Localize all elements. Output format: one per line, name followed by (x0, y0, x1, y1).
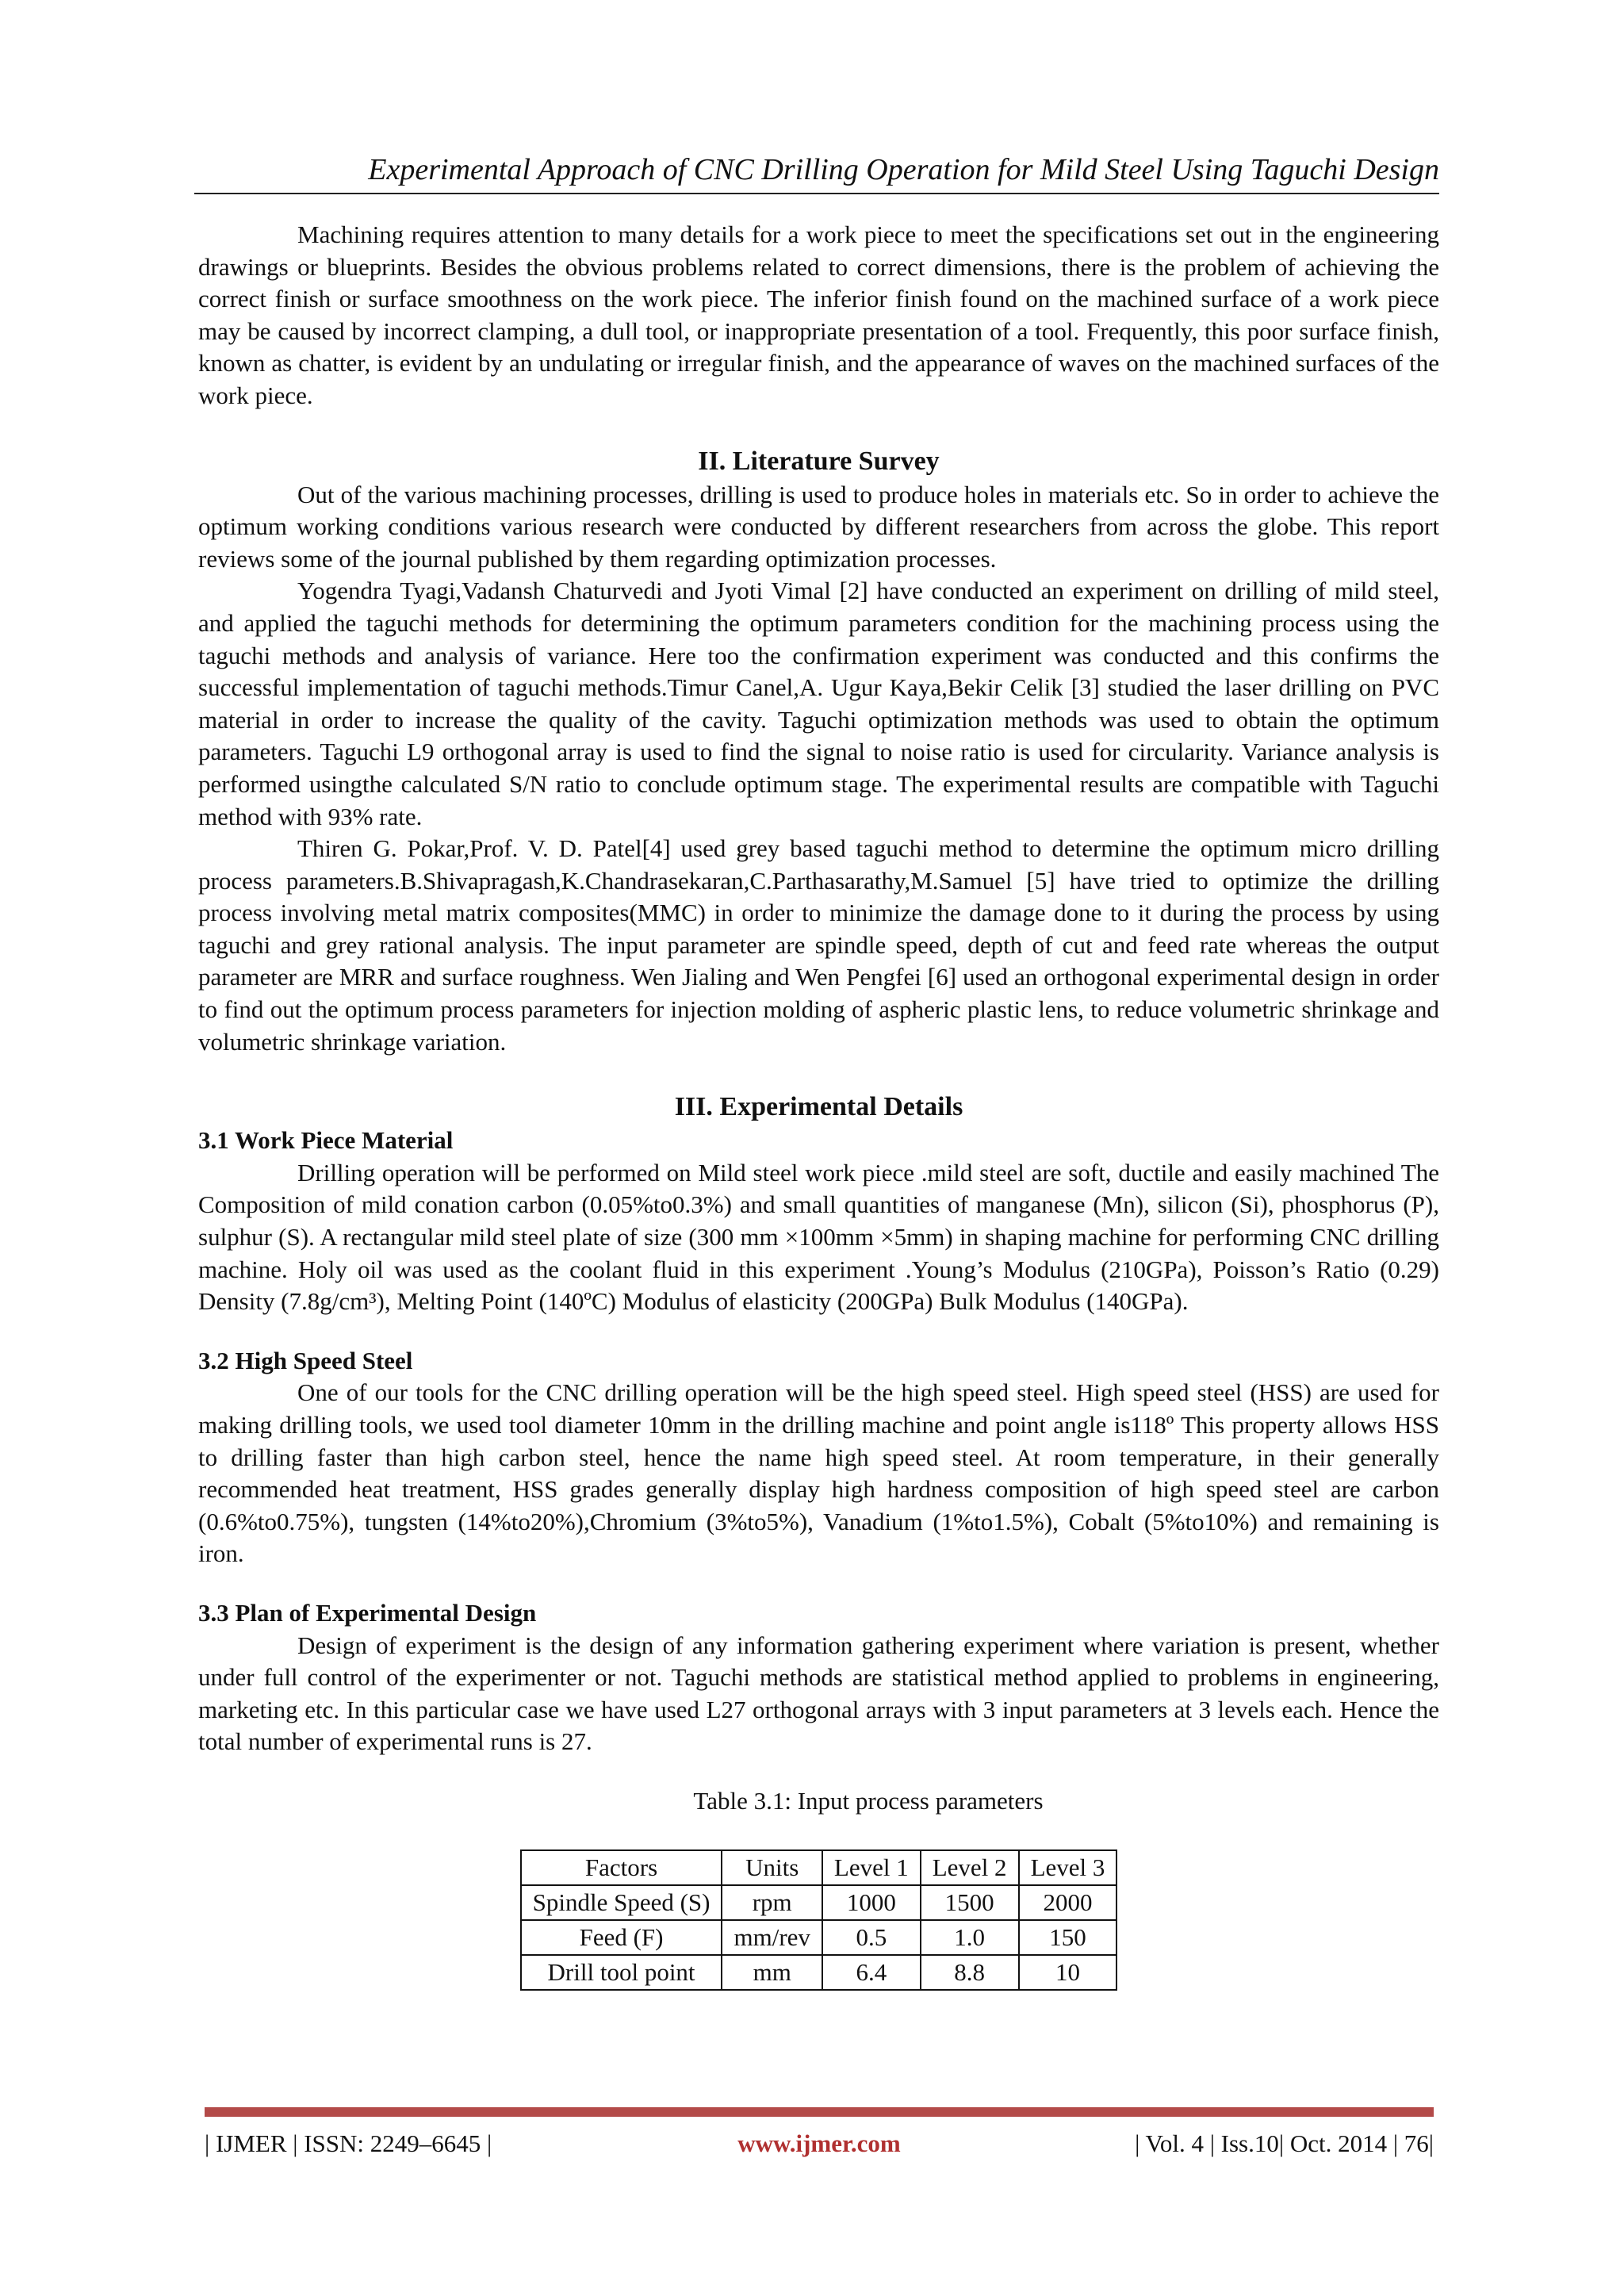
section-title-literature-survey: II. Literature Survey (698, 446, 940, 476)
table-row (521, 1920, 1117, 1955)
design-paragraph: Design of experiment is the design of any information gathering experiment where variation is present, whether under full control of the experimenter or not. Taguchi methods are statistical method applied to problems in engineering, marketing etc. In this particular case we have used L27 orthogonal arrays with 3 input parameters at 3 levels each. Hence the total number of experimental runs is 27. (198, 1631, 1439, 1756)
footer-website-link[interactable]: www.ijmer.com (737, 2129, 901, 2157)
subsection-title-design: 3.3 Plan of Experimental Design (198, 1598, 537, 1627)
table-cell: 1.0 (921, 1920, 1019, 1955)
body-text (198, 219, 1439, 1991)
section-title-experimental-details: III. Experimental Details (674, 1092, 963, 1122)
hss-paragraph: One of our tools for the CNC drilling operation will be the high speed steel. High speed steel (HSS) are used for making drilling tools, we used tool diameter 10mm in the drilling machine and point angle is118º This property allows HSS to drilling faster than high carbon steel, hence the name high speed steel. At room temperature, in their generally recommended heat treatment, HSS grades generally display high hardness composition of high speed steel are carbon (0.6%to0.75%), tungsten (14%to20%),Chromium (3%to5%), Vanadium (1%to1.5%), Cobalt (5%to10%) and remaining is iron. (198, 1378, 1439, 1568)
table-row (521, 1885, 1117, 1920)
table-caption: Table 3.1: Input process parameters (693, 1786, 1044, 1815)
table-cell: 0.5 (822, 1920, 921, 1955)
table-cell: 8.8 (921, 1955, 1019, 1990)
input-parameters-table (520, 1849, 1118, 1991)
work-piece-paragraph: Drilling operation will be performed on Mild steel work piece .mild steel are soft, ductile and easily machined The Composition of mild conation carbon (0.05%to0.3%) and small quantities of manganese (Mn), silicon (Si), phosphorus (P), sulphur (S). A rectangular mild steel plate of size (300 mm ×100mm ×5mm) in shaping machine for performing CNC drilling machine. Holy oil was used as the coolant fluid in this experiment .Young’s Modulus (210GPa), Poisson’s Ratio (0.29) Density (7.8g/cm³), Melting Point (140ºC) Modulus of elasticity (200GPa) Bulk Modulus (140GPa). (198, 1158, 1439, 1316)
footer-journal-issn: | IJMER | ISSN: 2249–6645 | (205, 2129, 492, 2157)
table-cell: rpm (722, 1885, 822, 1920)
footer-rule (205, 2107, 1434, 2117)
table-cell: Feed (F) (521, 1920, 722, 1955)
table-header-cell: Level 1 (822, 1850, 921, 1885)
literature-paragraph-1: Out of the various machining processes, drilling is used to produce holes in materials etc. So in order to achieve the optimum working conditions various research were conducted by different researchers from across the globe. This report reviews some of the journal published by them regarding optimization processes. (198, 480, 1439, 573)
table-header-cell: Units (722, 1850, 822, 1885)
table-cell: Drill tool point (521, 1955, 722, 1990)
table-cell: 1500 (921, 1885, 1019, 1920)
header-rule (194, 193, 1439, 194)
running-title: Experimental Approach of CNC Drilling Operation for Mild Steel Using Taguchi Design (368, 153, 1439, 186)
table-header-cell: Factors (521, 1850, 722, 1885)
literature-paragraph-3: Thiren G. Pokar,Prof. V. D. Patel[4] used grey based taguchi method to determine the optimum micro drilling process parameters.B.Shivapragash,K.Chandrasekaran,C.Parthasarathy,M.Samuel [5] have tried to optimize the drilling process involving metal matrix composites(MMC) in order to minimize the damage done to it during the process by using taguchi and grey rational analysis. The input parameter are spindle speed, depth of cut and feed rate whereas the output parameter are MRR and surface roughness. Wen Jialing and Wen Pengfei [6] used an orthogonal experimental design in order to find out the optimum process parameters for injection molding of aspheric plastic lens, to reduce volumetric shrinkage and volumetric shrinkage variation. (198, 834, 1439, 1056)
table-cell: 10 (1019, 1955, 1117, 1990)
table-header-cell: Level 2 (921, 1850, 1019, 1885)
table-cell: mm/rev (722, 1920, 822, 1955)
intro-paragraph: Machining requires attention to many details for a work piece to meet the specifications set out in the engineering drawings or blueprints. Besides the obvious problems related to correct dimensions, there is the problem of achieving the correct finish or surface smoothness on the work piece. The inferior finish found on the machined surface of a work piece may be caused by incorrect clamping, a dull tool, or inappropriate presentation of a tool. Frequently, this poor surface finish, known as chatter, is evident by an undulating or irregular finish, and the appearance of waves on the machined surfaces of the work piece. (198, 220, 1439, 409)
subsection-title-work-piece: 3.1 Work Piece Material (198, 1126, 454, 1155)
table-cell: 1000 (822, 1885, 921, 1920)
subsection-title-hss: 3.2 High Speed Steel (198, 1346, 413, 1374)
table-header-cell: Level 3 (1019, 1850, 1117, 1885)
table-cell: mm (722, 1955, 822, 1990)
table-cell: Spindle Speed (S) (521, 1885, 722, 1920)
table-row (521, 1955, 1117, 1990)
table-cell: 150 (1019, 1920, 1117, 1955)
footer-volume-page: | Vol. 4 | Iss.10| Oct. 2014 | 76| (1135, 2129, 1434, 2157)
table-header-row (521, 1850, 1117, 1885)
literature-paragraph-2: Yogendra Tyagi,Vadansh Chaturvedi and Jyoti Vimal [2] have conducted an experiment on drilling of mild steel, and applied the taguchi methods for determining the optimum parameters condition for the machining process using the taguchi methods and analysis of variance. Here too the confirmation experiment was conducted and this confirms the successful implementation of taguchi methods.Timur Canel,A. Ugur Kaya,Bekir Celik [3] studied the laser drilling on PVC material in order to increase the quality of the cavity. Taguchi optimization methods was used to obtain the optimum parameters. Taguchi L9 orthogonal array is used to find the signal to noise ratio is used for circularity. Variance analysis is performed usingthe calculated S/N ratio to conclude optimum stage. The experimental results are compatible with Taguchi method with 93% rate. (198, 577, 1439, 830)
table-cell: 6.4 (822, 1955, 921, 1990)
table-cell: 2000 (1019, 1885, 1117, 1920)
